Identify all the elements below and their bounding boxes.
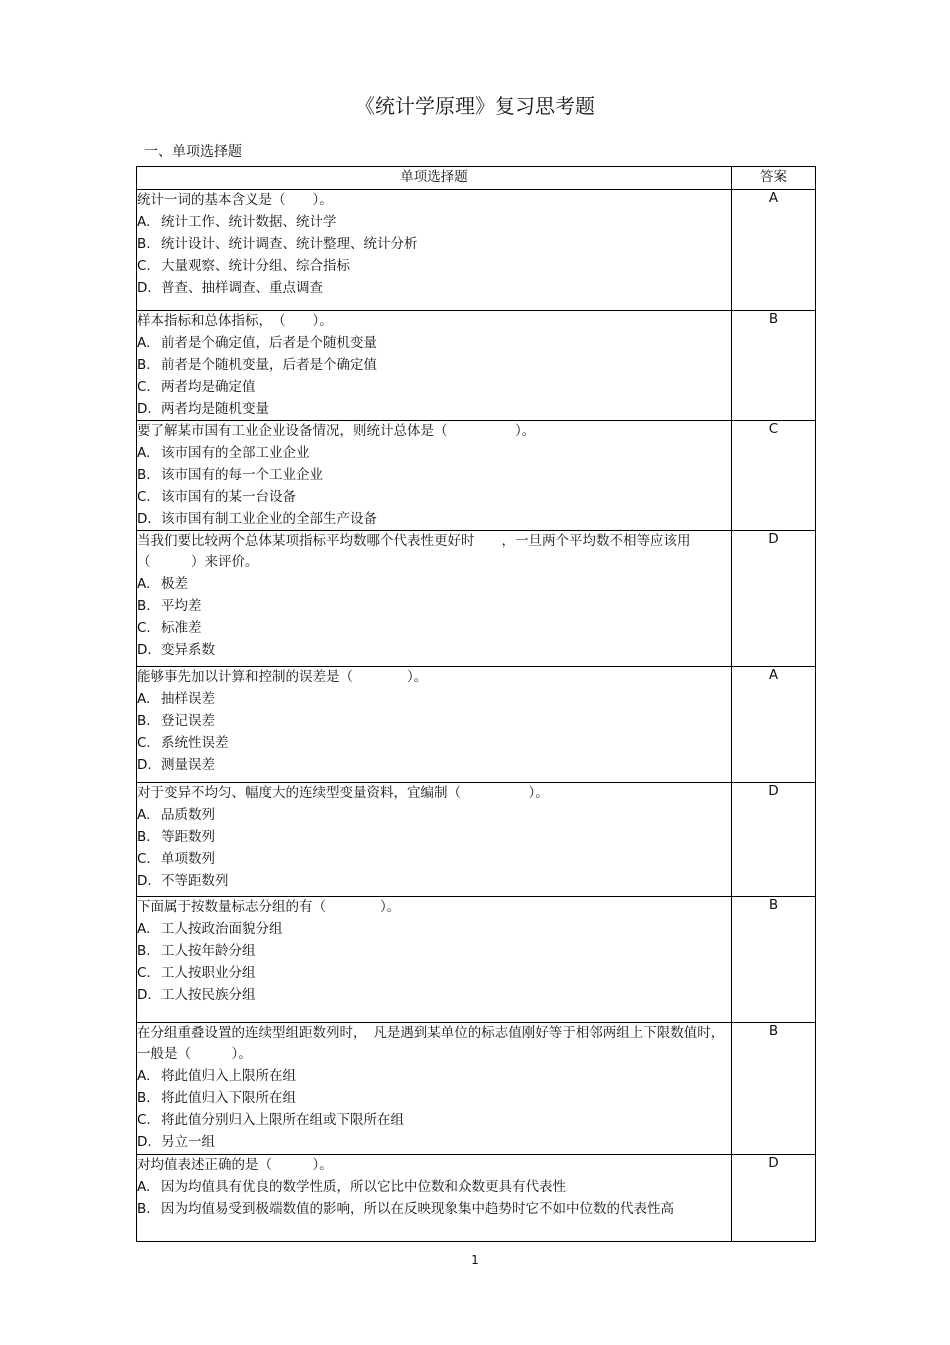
option-text: 因为均值具有优良的数学性质，所以它比中位数和众数更具有代表性 xyxy=(161,1179,566,1195)
question-stem: 能够事先加以计算和控制的误差是（ ）。 xyxy=(137,669,428,685)
option-letter: A. xyxy=(137,807,151,823)
option-text: 统计设计、统计调查、统计整理、统计分析 xyxy=(161,236,418,252)
answer-cell: B xyxy=(732,311,816,421)
option-text: 品质数列 xyxy=(161,807,215,823)
option-letter: B. xyxy=(137,598,151,614)
option-letter: B. xyxy=(137,1090,151,1106)
question-row xyxy=(137,421,816,531)
option-letter: D. xyxy=(137,757,152,773)
option-letter: B. xyxy=(137,467,151,483)
option-letter: C. xyxy=(137,258,151,274)
answer-option xyxy=(137,1087,731,1109)
answer-option xyxy=(137,639,731,661)
option-letter: C. xyxy=(137,965,151,981)
option-letter: C. xyxy=(137,379,151,395)
answer-cell: C xyxy=(732,421,816,531)
answer-option xyxy=(137,617,731,639)
option-text: 两者均是确定值 xyxy=(161,379,256,395)
question-stem: 当我们要比较两个总体某项指标平均数哪个代表性更好时 ，一旦两个平均数不相等应该用（ ）来评价。 xyxy=(137,533,691,570)
answer-cell: D xyxy=(732,531,816,667)
answer-option xyxy=(137,848,731,870)
option-letter: C. xyxy=(137,851,151,867)
answer-option xyxy=(137,1109,731,1131)
option-text: 将此值分别归入上限所在组或下限所在组 xyxy=(161,1112,404,1128)
option-text: 大量观察、统计分组、综合指标 xyxy=(161,258,350,274)
answer-cell: A xyxy=(732,667,816,783)
option-text: 单项数列 xyxy=(161,851,215,867)
page-number: 1 xyxy=(471,1253,479,1267)
option-text: 工人按年龄分组 xyxy=(161,943,256,959)
question-cell xyxy=(137,1155,732,1242)
option-text: 系统性误差 xyxy=(161,735,229,751)
option-letter: D. xyxy=(137,642,152,658)
answer-option xyxy=(137,826,731,848)
question-stem: 对均值表述正确的是（ ）。 xyxy=(137,1157,333,1173)
answer-option xyxy=(137,870,731,892)
answer-cell: A xyxy=(732,190,816,311)
option-text: 该市国有的每一个工业企业 xyxy=(161,467,323,483)
answer-option xyxy=(137,442,731,464)
section-heading: 一、单项选择题 xyxy=(144,144,242,160)
answer-option xyxy=(137,354,731,376)
answer-option xyxy=(137,754,731,776)
option-letter: A. xyxy=(137,691,151,707)
option-text: 统计工作、统计数据、统计学 xyxy=(161,214,337,230)
question-stem: 下面属于按数量标志分组的有（ ）。 xyxy=(137,899,401,915)
question-cell xyxy=(137,1023,732,1155)
option-letter: A. xyxy=(137,921,151,937)
answer-option xyxy=(137,233,731,255)
option-text: 标准差 xyxy=(161,620,202,636)
answer-option xyxy=(137,984,731,1006)
answer-option xyxy=(137,1198,731,1220)
answer-option xyxy=(137,962,731,984)
answer-cell: D xyxy=(732,783,816,897)
answer-option xyxy=(137,1131,731,1153)
option-letter: B. xyxy=(137,236,151,252)
option-letter: C. xyxy=(137,489,151,505)
option-text: 将此值归入下限所在组 xyxy=(161,1090,296,1106)
option-text: 测量误差 xyxy=(161,757,215,773)
answer-option xyxy=(137,940,731,962)
option-letter: D. xyxy=(137,987,152,1003)
answer-option xyxy=(137,464,731,486)
answer-option xyxy=(137,398,731,420)
question-table-body xyxy=(137,190,816,1242)
option-text: 将此值归入上限所在组 xyxy=(161,1068,296,1084)
option-letter: A. xyxy=(137,1068,151,1084)
answer-option xyxy=(137,688,731,710)
question-row xyxy=(137,897,816,1023)
option-letter: C. xyxy=(137,735,151,751)
answer-option xyxy=(137,255,731,277)
question-stem: 统计一词的基本含义是（ ）。 xyxy=(137,192,333,208)
answer-option xyxy=(137,804,731,826)
question-stem: 样本指标和总体指标， （ ）。 xyxy=(137,313,333,329)
option-letter: B. xyxy=(137,943,151,959)
option-text: 极差 xyxy=(161,576,188,592)
answer-option xyxy=(137,486,731,508)
option-letter: B. xyxy=(137,713,151,729)
option-letter: C. xyxy=(137,620,151,636)
option-letter: D. xyxy=(137,1134,152,1150)
table-header-row xyxy=(137,167,816,190)
question-cell xyxy=(137,783,732,897)
option-text: 前者是个随机变量，后者是个确定值 xyxy=(161,357,377,373)
question-cell xyxy=(137,190,732,311)
option-text: 工人按职业分组 xyxy=(161,965,256,981)
question-row xyxy=(137,1155,816,1242)
question-stem: 在分组重叠设置的连续型组距数列时， 凡是遇到某单位的标志值刚好等于相邻两组上下限数值时，一般是（ ）。 xyxy=(137,1025,725,1062)
option-letter: A. xyxy=(137,445,151,461)
question-cell xyxy=(137,667,732,783)
question-stem: 对于变异不均匀、幅度大的连续型变量资料，宜编制（ ）。 xyxy=(137,785,549,801)
option-text: 变异系数 xyxy=(161,642,215,658)
question-row xyxy=(137,190,816,311)
option-text: 工人按政治面貌分组 xyxy=(161,921,283,937)
question-cell xyxy=(137,311,732,421)
option-letter: B. xyxy=(137,829,151,845)
option-text: 两者均是随机变量 xyxy=(161,401,269,417)
answer-option xyxy=(137,332,731,354)
option-letter: A. xyxy=(137,1179,151,1195)
question-row xyxy=(137,311,816,421)
option-text: 不等距数列 xyxy=(161,873,229,889)
answer-option xyxy=(137,732,731,754)
answer-option xyxy=(137,211,731,233)
answer-option xyxy=(137,595,731,617)
document-title: 《统计学原理》复习思考题 xyxy=(355,94,595,118)
question-cell xyxy=(137,897,732,1023)
option-letter: D. xyxy=(137,511,152,527)
option-letter: A. xyxy=(137,214,151,230)
question-column-header: 单项选择题 xyxy=(137,167,732,190)
question-row xyxy=(137,1023,816,1155)
option-text: 等距数列 xyxy=(161,829,215,845)
question-row xyxy=(137,531,816,667)
answer-option xyxy=(137,573,731,595)
option-letter: A. xyxy=(137,576,151,592)
option-letter: D. xyxy=(137,280,152,296)
option-text: 因为均值易受到极端数值的影响，所以在反映现象集中趋势时它不如中位数的代表性高 xyxy=(161,1201,674,1217)
option-text: 该市国有的某一台设备 xyxy=(161,489,296,505)
option-letter: D. xyxy=(137,401,152,417)
answer-cell: D xyxy=(732,1155,816,1242)
answer-option xyxy=(137,1176,731,1198)
answer-option xyxy=(137,710,731,732)
option-text: 抽样误差 xyxy=(161,691,215,707)
question-cell xyxy=(137,421,732,531)
question-table xyxy=(136,166,816,1242)
question-cell xyxy=(137,531,732,667)
answer-option xyxy=(137,1065,731,1087)
option-letter: B. xyxy=(137,357,151,373)
option-text: 工人按民族分组 xyxy=(161,987,256,1003)
question-row xyxy=(137,783,816,897)
option-letter: A. xyxy=(137,335,151,351)
option-letter: C. xyxy=(137,1112,151,1128)
answer-option xyxy=(137,918,731,940)
option-letter: B. xyxy=(137,1201,151,1217)
answer-column-header: 答案 xyxy=(732,167,816,190)
question-row xyxy=(137,667,816,783)
option-text: 该市国有的全部工业企业 xyxy=(161,445,310,461)
answer-option xyxy=(137,376,731,398)
question-stem: 要了解某市国有工业企业设备情况，则统计总体是（ ）。 xyxy=(137,423,536,439)
option-text: 另立一组 xyxy=(161,1134,215,1150)
option-text: 登记误差 xyxy=(161,713,215,729)
answer-option xyxy=(137,508,731,530)
answer-cell: B xyxy=(732,1023,816,1155)
option-letter: D. xyxy=(137,873,152,889)
option-text: 普查、抽样调查、重点调查 xyxy=(161,280,323,296)
option-text: 该市国有制工业企业的全部生产设备 xyxy=(161,511,377,527)
answer-cell: B xyxy=(732,897,816,1023)
option-text: 前者是个确定值，后者是个随机变量 xyxy=(161,335,377,351)
answer-option xyxy=(137,277,731,299)
option-text: 平均差 xyxy=(161,598,202,614)
